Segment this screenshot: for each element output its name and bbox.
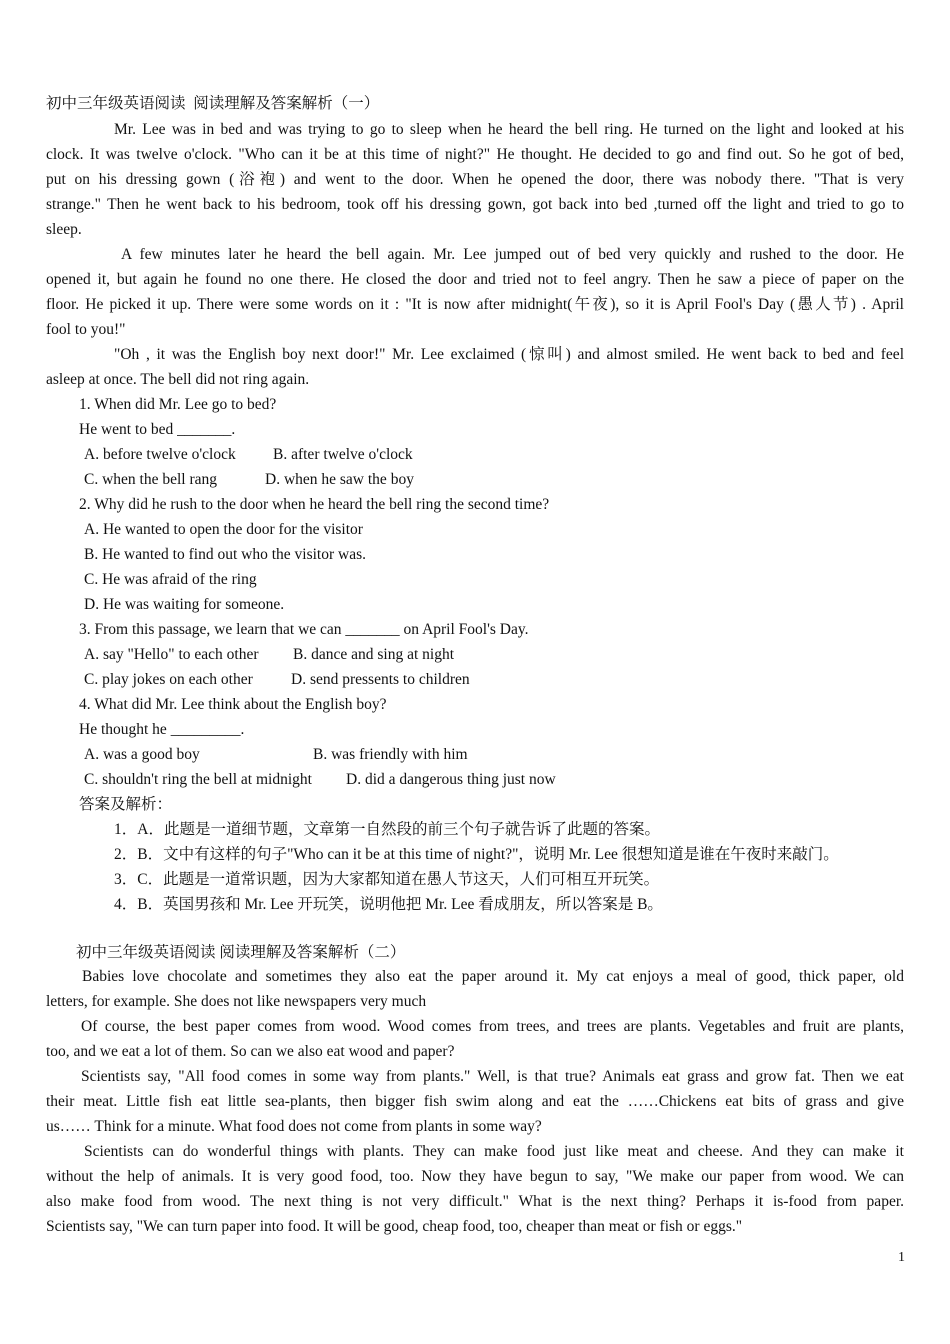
text-line: A few minutes later he heard the bell again. Mr. Lee jumped out of bed very quickly and rushed to the door. He (121, 246, 904, 263)
text-line: Of course, the best paper comes from wood. Wood comes from trees, and trees are plants. Vegetables and fruit are plants, (81, 1018, 904, 1035)
page-number: 1 (898, 1250, 905, 1265)
question-text: 4. What did Mr. Lee think about the English boy? (79, 696, 387, 713)
option-d: D. send pressents to children (291, 671, 470, 688)
text-line: Scientists say, "All food comes in some way from plants." Well, is that true? Animals eat grass and grow fat. Then we eat (81, 1068, 904, 1085)
text-line: us…… Think for a minute. What food does not come from plants in some way? (46, 1118, 542, 1135)
question-stem: He thought he _________. (79, 721, 245, 738)
text-line: asleep at once. The bell did not ring again. (46, 371, 310, 388)
text-line: too, and we eat a lot of them. So can we also eat wood and paper? (46, 1043, 455, 1060)
question-text: 2. Why did he rush to the door when he heard the bell ring the second time? (79, 496, 550, 513)
option-b: B. He wanted to find out who the visitor was. (84, 546, 366, 563)
text-line: fool to you!" (46, 321, 126, 338)
text-line: put on his dressing gown (浴袍) and went to the door. When he opened the door, there was nobody there. "That is very (46, 171, 904, 188)
text-line: Babies love chocolate and sometimes they also eat the paper around it. My cat enjoys a meal of good, thick paper, old (82, 968, 904, 985)
option-c: C. play jokes on each other (84, 671, 253, 688)
option-c: C. He was afraid of the ring (84, 571, 257, 588)
answers-title: 答案及解析： (79, 796, 173, 813)
option-d: D. He was waiting for someone. (84, 596, 285, 613)
question-stem: He went to bed _______. (79, 421, 236, 438)
section2-title: 初中三年级英语阅读 阅读理解及答案解析（二） (76, 944, 406, 961)
text-line: opened it, but again he found no one there. He closed the door and tried not to feel angry. Then he saw a piece of paper on the (46, 271, 904, 288)
option-b: B. dance and sing at night (293, 646, 454, 663)
text-line: Mr. Lee was in bed and was trying to go to sleep when he heard the bell ring. He turned on the light and looked at his (114, 121, 904, 138)
option-b: B. after twelve o'clock (273, 446, 413, 463)
answer-1: 1．A．此题是一道细节题，文章第一自然段的前三个句子就告诉了此题的答案。 (114, 821, 660, 838)
text-line: without the help of animals. It is very good food, too. Now they have begun to say, "We make our paper from wood. We can (46, 1168, 904, 1185)
option-c: C. when the bell rang (84, 471, 218, 488)
text-line: clock. It was twelve o'clock. "Who can it be at this time of night?" He thought. He decided to go and find out. So he got of bed, (46, 146, 904, 163)
text-line: letters, for example. She does not like newspapers very much (46, 993, 427, 1010)
answer-4: 4．B．英国男孩和 Mr. Lee 开玩笑，说明他把 Mr. Lee 看成朋友，所以答案是 B。 (114, 896, 663, 913)
text-line: sleep. (46, 221, 82, 238)
text-line: their meat. Little fish eat little sea-plants, then bigger fish swim along and eat the ……Chickens eat bits of grass and give (46, 1093, 904, 1110)
question-text: 1. When did Mr. Lee go to bed? (79, 396, 277, 413)
answer-3: 3．C．此题是一道常识题，因为大家都知道在愚人节这天，人们可相互开玩笑。 (114, 871, 660, 888)
option-d: D. when he saw the boy (265, 471, 414, 488)
text-line: floor. He picked it up. There were some words on it : "It is now after midnight(午夜), so it is April Fool's Day (愚人节) . April (46, 296, 904, 313)
option-d: D. did a dangerous thing just now (346, 771, 556, 788)
option-a: A. say "Hello" to each other (84, 646, 259, 663)
section1-title: 初中三年级英语阅读 阅读理解及答案解析（一） (46, 95, 380, 112)
option-c: C. shouldn't ring the bell at midnight (84, 771, 312, 788)
text-line: also make food from wood. The next thing is not very difficult." What is the next thing? Perhaps it is-food from paper. (46, 1193, 904, 1210)
question-text: 3. From this passage, we learn that we can _______ on April Fool's Day. (79, 621, 529, 638)
option-a: A. was a good boy (84, 746, 200, 763)
option-a: A. He wanted to open the door for the visitor (84, 521, 363, 538)
text-line: "Oh , it was the English boy next door!" Mr. Lee exclaimed (惊叫) and almost smiled. He went back to bed and feel (114, 346, 904, 363)
option-b: B. was friendly with him (313, 746, 468, 763)
option-a: A. before twelve o'clock (84, 446, 236, 463)
text-line: strange." Then he went back to his bedroom, took off his dressing gown, got back into bed ,turned off the light and tried to go to (46, 196, 904, 213)
text-line: Scientists say, "We can turn paper into food. It will be good, cheap food, too, cheaper than meat or fish or eggs." (46, 1218, 743, 1235)
answer-2: 2．B．文中有这样的句子"Who can it be at this time of night?"，说明 Mr. Lee 很想知道是谁在午夜时来敲门。 (114, 846, 839, 863)
text-line: Scientists can do wonderful things with plants. They can make food just like meat and cheese. And they can make it (84, 1143, 904, 1160)
